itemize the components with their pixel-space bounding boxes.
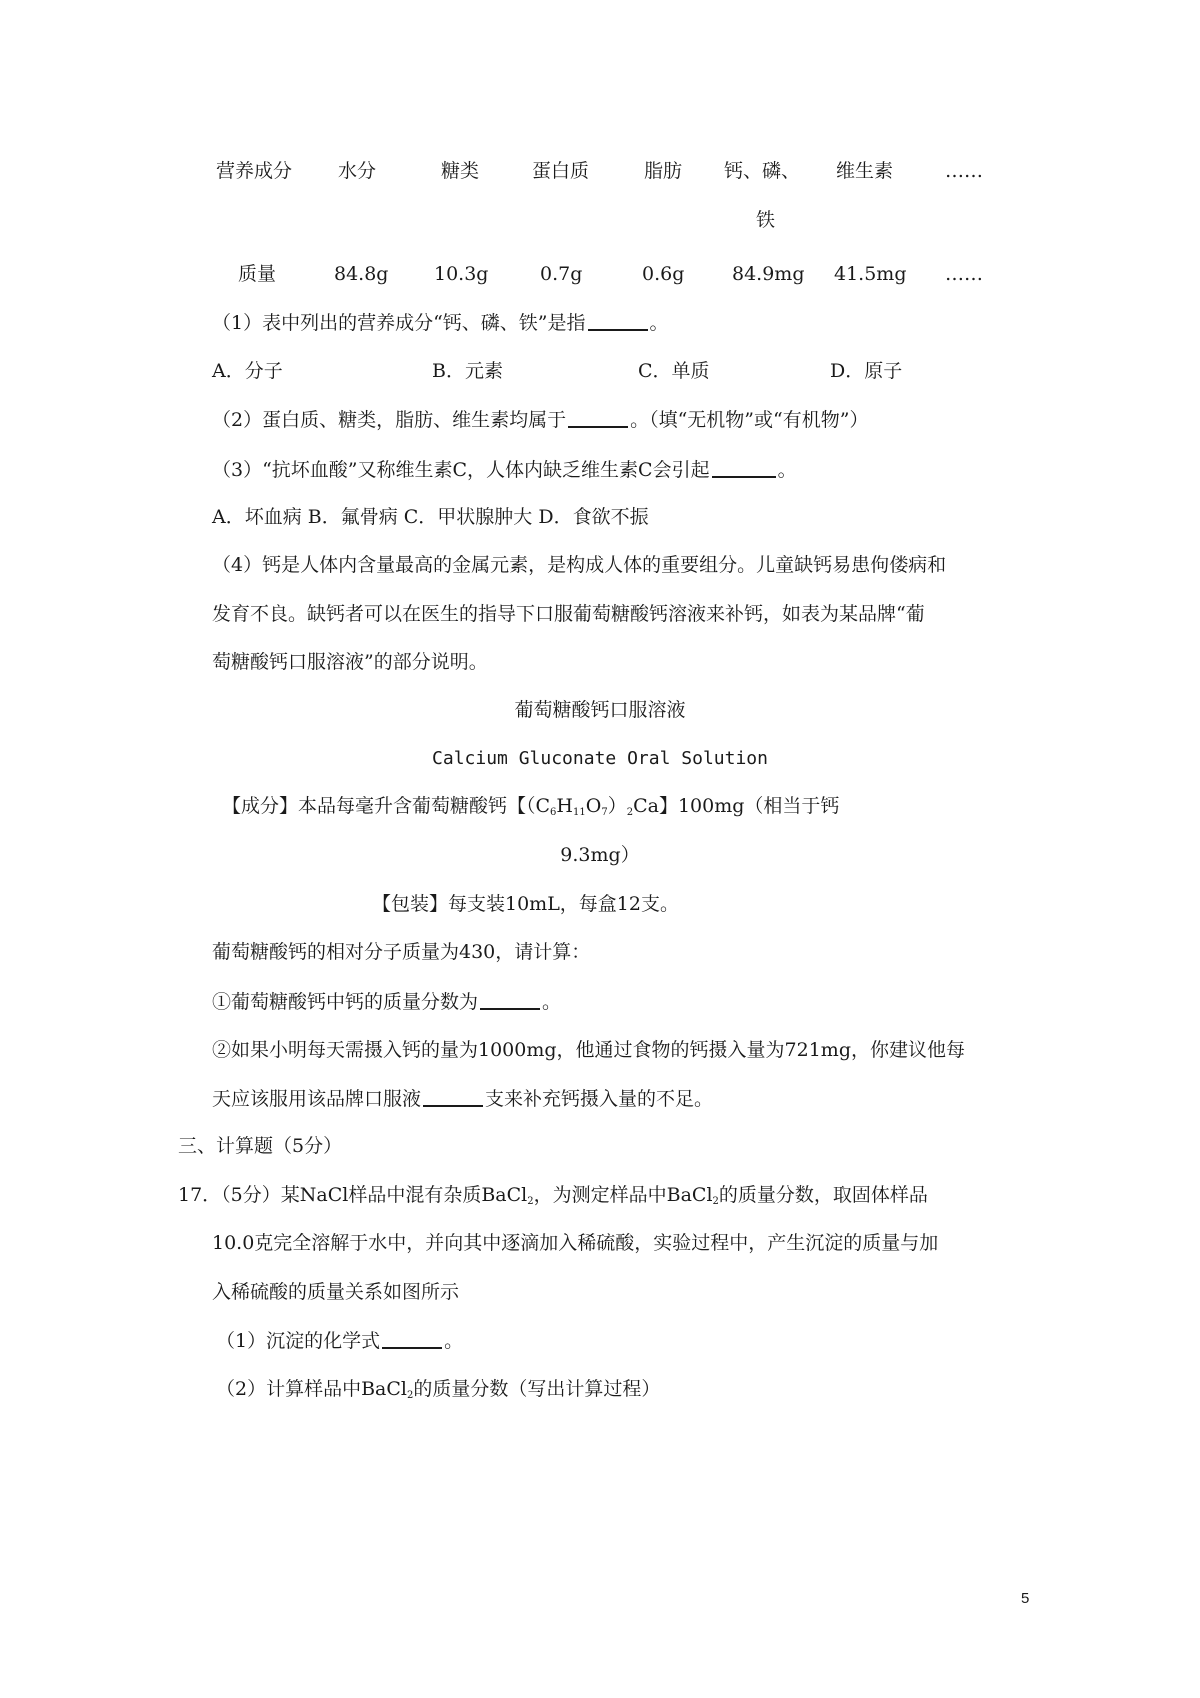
table-header-cell: 水分 <box>338 160 377 182</box>
question-text: （1）表中列出的营养成分“钙、磷、铁”是指 <box>212 312 586 334</box>
question-text: （2）蛋白质、糖类，脂肪、维生素均属于 <box>212 409 567 431</box>
calc-intro: 葡萄糖酸钙的相对分子质量为430，请计算： <box>212 941 591 963</box>
table-cell: 10.3g <box>434 263 489 285</box>
product-ingredients-cont: 9.3mg） <box>560 844 640 866</box>
answer-blank[interactable] <box>712 460 776 478</box>
calc-item-1: ①葡萄糖酸钙中钙的质量分数为 。 <box>212 991 562 1013</box>
option-a: A．分子 <box>212 360 283 382</box>
question-text: （3）“抗坏血酸”又称维生素C，人体内缺乏维生素C会引起 <box>212 459 710 481</box>
question-17-line-3: 入稀硫酸的质量关系如图所示 <box>212 1281 460 1303</box>
table-cell: 0.7g <box>540 263 583 285</box>
answer-blank[interactable] <box>568 410 628 428</box>
table-row-label: 质量 <box>238 263 277 285</box>
table-header-cell: 脂肪 <box>644 160 683 182</box>
option-c: C．单质 <box>638 360 710 382</box>
question-17-line-2: 10.0克完全溶解于水中，并向其中逐滴加入稀硫酸，实验过程中，产生沉淀的质量与加 <box>212 1232 939 1254</box>
question-4-line-2: 发育不良。缺钙者可以在医生的指导下口服葡萄糖酸钙溶液来补钙，如表为某品牌“葡 <box>212 603 925 625</box>
table-cell: 0.6g <box>642 263 685 285</box>
calc-item-2-line-1: ②如果小明每天需摄入钙的量为1000mg，他通过食物的钙摄入量为721mg，你建议他每 <box>212 1039 965 1061</box>
question-3 <box>212 460 797 480</box>
question-4-line-3: 萄糖酸钙口服溶液”的部分说明。 <box>212 651 488 673</box>
table-header-cell: 营养成分 <box>216 160 293 182</box>
section-heading: 三、计算题（5分） <box>178 1135 343 1157</box>
option-d: D．原子 <box>830 360 903 382</box>
question-17-line-1: 17．（5分）某NaCl样品中混有杂质BaCl$_2$，为测定样品中BaCl$_2$的质量分数，取固体样品 <box>178 1184 928 1207</box>
question-3-options: A．坏血病 B．氟骨病 C．甲状腺肿大 D．食欲不振 <box>212 506 649 528</box>
page-number: 5 <box>1021 1590 1030 1607</box>
question-end: 。 <box>649 312 669 334</box>
calc-item-2-line-2: 天应该服用该品牌口服液 支来补充钙摄入量的不足。 <box>212 1088 714 1110</box>
question-17-part-1: （1）沉淀的化学式 。 <box>216 1330 464 1352</box>
table-header-cell: 维生素 <box>836 160 894 182</box>
table-header-cell: 糖类 <box>441 160 480 182</box>
table-header-cont: 铁 <box>756 209 776 231</box>
table-header-cell: 蛋白质 <box>532 160 590 182</box>
product-title-cn: 葡萄糖酸钙口服溶液 <box>514 699 686 721</box>
answer-blank[interactable] <box>423 1089 483 1107</box>
table-header-cell: …… <box>945 160 983 182</box>
answer-blank[interactable] <box>480 992 540 1010</box>
product-packaging: 【包装】每支装10mL，每盒12支。 <box>372 893 679 915</box>
product-title-en: Calcium Gluconate Oral Solution <box>432 748 768 769</box>
table-cell: 41.5mg <box>834 263 907 285</box>
table-cell: 84.8g <box>334 263 389 285</box>
table-cell: 84.9mg <box>732 263 805 285</box>
table-header-cell: 钙、磷、 <box>724 160 801 182</box>
answer-blank[interactable] <box>588 313 648 331</box>
question-end: 。（填“无机物”或“有机物”） <box>630 409 869 431</box>
question-1 <box>212 313 669 333</box>
question-end: 。 <box>777 459 797 481</box>
question-2 <box>212 410 868 430</box>
product-ingredients: 【成分】本品每毫升含葡萄糖酸钙【$(C_6H_{11}O_7)_2Ca$】100mg（相当于钙 <box>222 795 840 818</box>
question-4-line-1: （4）钙是人体内含量最高的金属元素，是构成人体的重要组分。儿童缺钙易患佝偻病和 <box>212 554 947 576</box>
option-b: B．元素 <box>432 360 503 382</box>
question-17-part-2: （2）计算样品中BaCl$_2$的质量分数（写出计算过程） <box>216 1378 661 1401</box>
answer-blank[interactable] <box>382 1331 442 1349</box>
table-cell: …… <box>945 263 983 285</box>
